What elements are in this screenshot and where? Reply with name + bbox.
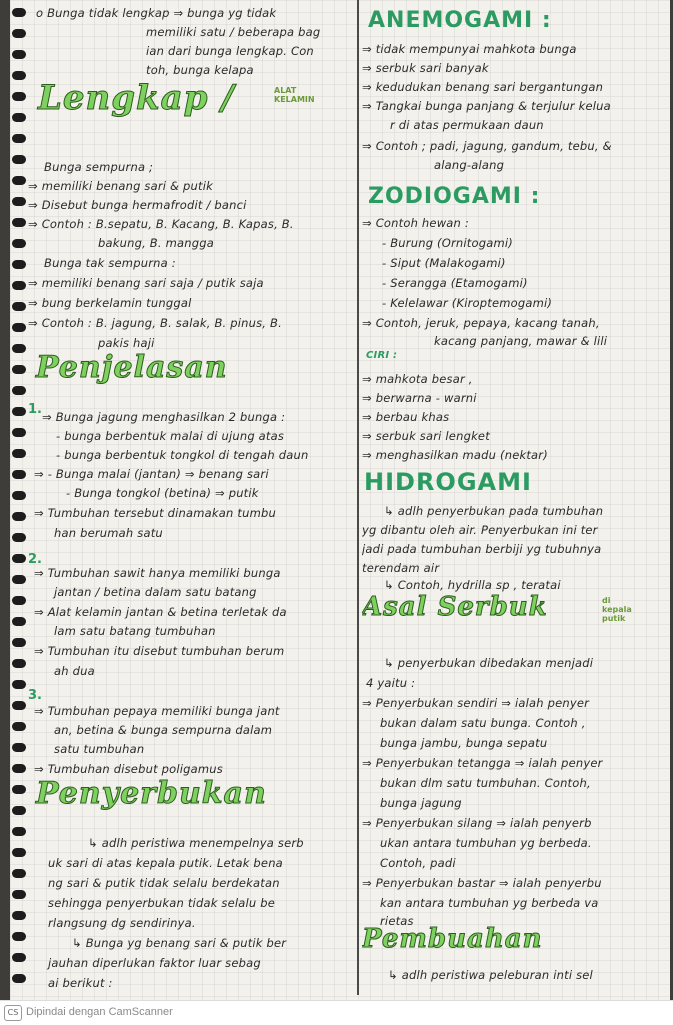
hidrogami-line: yg dibantu oleh air. Penyerbukan ini ter <box>362 523 598 537</box>
penjelasan-line: han berumah satu <box>54 526 163 540</box>
spiral-ring <box>12 428 26 437</box>
spiral-ring <box>12 638 26 647</box>
anemogami-line: ⇒ serbuk sari banyak <box>362 61 489 75</box>
heading-pembuahan: Pembuahan <box>362 924 543 954</box>
item-number: 3. <box>28 688 42 703</box>
penjelasan-line: ⇒ Bunga jagung menghasilkan 2 bunga : <box>42 410 286 424</box>
intro-line: toh, bunga kelapa <box>146 63 254 77</box>
heading-penjelasan: Penjelasan <box>36 350 228 385</box>
spiral-ring <box>12 554 26 563</box>
spiral-ring <box>12 449 26 458</box>
spiral-ring <box>12 386 26 395</box>
left-column <box>28 0 354 1000</box>
zoidiogami-line: - Siput (Malakogami) <box>382 256 506 270</box>
pembuahan-line: ↳ adlh peristiwa peleburan inti sel <box>388 968 593 982</box>
zoidiogami-line: - Serangga (Etamogami) <box>382 276 528 290</box>
ciri-line: ⇒ menghasilkan madu (nektar) <box>362 448 548 462</box>
spiral-ring <box>12 344 26 353</box>
heading-penyerbukan: Penyerbukan <box>36 776 267 811</box>
spiral-ring <box>12 806 26 815</box>
spiral-ring <box>12 722 26 731</box>
notebook-page <box>10 0 670 1000</box>
spiral-ring <box>12 512 26 521</box>
penjelasan-line: ⇒ Tumbuhan pepaya memiliki bunga jant <box>34 704 280 718</box>
ciri-line: ⇒ serbuk sari lengket <box>362 429 490 443</box>
lengkap-line: Bunga sempurna ; <box>44 160 154 174</box>
penjelasan-line: ⇒ - Bunga malai (jantan) ⇒ benang sari <box>34 467 269 481</box>
spiral-ring <box>12 365 26 374</box>
spiral-ring <box>12 764 26 773</box>
ciri-label: CIRI : <box>366 350 398 361</box>
spiral-ring <box>12 302 26 311</box>
lengkap-line: pakis haji <box>98 336 155 350</box>
heading-anemogami: ANEMOGAMI : <box>368 8 552 33</box>
spiral-ring <box>12 848 26 857</box>
penyerbukan-line: ↳ adlh peristiwa menempelnya serb <box>88 836 304 850</box>
ciri-line: ⇒ mahkota besar , <box>362 372 473 386</box>
spiral-ring <box>12 890 26 899</box>
spiral-ring <box>12 827 26 836</box>
spiral-ring <box>12 470 26 479</box>
heading-zoidiogami: ZODIOGAMI : <box>368 184 541 209</box>
intro-line: o Bunga tidak lengkap ⇒ bunga yg tidak <box>36 6 277 20</box>
spiral-ring <box>12 50 26 59</box>
penjelasan-line: satu tumbuhan <box>54 742 145 756</box>
spiral-ring <box>12 974 26 983</box>
asal-line: bunga jambu, bunga sepatu <box>380 736 548 750</box>
asal-line: ⇒ Penyerbukan tetangga ⇒ ialah penyer <box>362 756 603 770</box>
intro-line: ian dari bunga lengkap. Con <box>146 44 314 58</box>
spiral-ring <box>12 407 26 416</box>
spiral-ring <box>12 596 26 605</box>
penjelasan-line: ⇒ Tumbuhan tersebut dinamakan tumbu <box>34 506 276 520</box>
column-divider <box>357 0 359 995</box>
spiral-ring <box>12 869 26 878</box>
spiral-ring <box>12 932 26 941</box>
anemogami-line: ⇒ Contoh ; padi, jagung, gandum, tebu, & <box>362 139 612 153</box>
spiral-ring <box>12 113 26 122</box>
spiral-ring <box>12 197 26 206</box>
spiral-ring <box>12 155 26 164</box>
spiral-ring <box>12 701 26 710</box>
asal-line: ↳ penyerbukan dibedakan menjadi <box>384 656 594 670</box>
intro-line: memiliki satu / beberapa bag <box>146 25 321 39</box>
penjelasan-line: ah dua <box>54 664 95 678</box>
scanner-footer <box>0 1000 673 1025</box>
penjelasan-line: - bunga berbentuk malai di ujung atas <box>56 429 285 443</box>
spiral-ring <box>12 659 26 668</box>
penjelasan-line: ⇒ Alat kelamin jantan & betina terletak da <box>34 605 287 619</box>
penjelasan-line: lam satu batang tumbuhan <box>54 624 216 638</box>
asal-line: ⇒ Penyerbukan sendiri ⇒ ialah penyer <box>362 696 590 710</box>
camscanner-icon: CS <box>4 1005 22 1021</box>
spiral-ring <box>12 680 26 689</box>
zoidiogami-line: - Kelelawar (Kiroptemogami) <box>382 296 553 310</box>
penyerbukan-line: rlangsung dg sendirinya. <box>48 916 196 930</box>
spiral-ring <box>12 785 26 794</box>
spiral-ring <box>12 617 26 626</box>
item-number: 2. <box>28 552 42 567</box>
asal-line: bukan dalam satu bunga. Contoh , <box>380 716 586 730</box>
penjelasan-line: - bunga berbentuk tongkol di tengah daun <box>56 448 309 462</box>
lengkap-line: bakung, B. mangga <box>98 236 214 250</box>
asal-line: kan antara tumbuhan yg berbeda va <box>380 896 599 910</box>
anemogami-line: ⇒ kedudukan benang sari bergantungan <box>362 80 604 94</box>
zoidiogami-line: ⇒ Contoh, jeruk, pepaya, kacang tanah, <box>362 316 600 330</box>
spiral-ring <box>12 575 26 584</box>
penyerbukan-line: ↳ Bunga yg benang sari & putik ber <box>72 936 287 950</box>
asal-line: bukan dlm satu tumbuhan. Contoh, <box>380 776 591 790</box>
anemogami-line: ⇒ Tangkai bunga panjang & terjulur kelua <box>362 99 611 113</box>
penyerbukan-line: ng sari & putik tidak selalu berdekatan <box>48 876 280 890</box>
item-number: 1. <box>28 402 42 417</box>
zoidiogami-line: - Burung (Ornitogami) <box>382 236 513 250</box>
asal-line: rietas <box>380 914 414 928</box>
penjelasan-line: an, betina & bunga sempurna dalam <box>54 723 273 737</box>
asal-line: Contoh, padi <box>380 856 456 870</box>
spiral-ring <box>12 260 26 269</box>
ciri-line: ⇒ berwarna - warni <box>362 391 477 405</box>
spiral-ring <box>12 218 26 227</box>
lengkap-line: ⇒ Disebut bunga hermafrodit / banci <box>28 198 247 212</box>
spiral-ring <box>12 71 26 80</box>
hidrogami-line: ↳ Contoh, hydrilla sp , teratai <box>384 578 561 592</box>
anemogami-line: ⇒ tidak mempunyai mahkota bunga <box>362 42 577 56</box>
penyerbukan-line: jauhan diperlukan faktor luar sebag <box>48 956 261 970</box>
anemogami-line: r di atas permukaan daun <box>390 118 544 132</box>
spiral-ring <box>12 239 26 248</box>
spiral-ring <box>12 134 26 143</box>
penjelasan-line: - Bunga tongkol (betina) ⇒ putik <box>66 486 259 500</box>
heading-lengkap-side: ALAT KELAMIN <box>274 86 315 104</box>
heading-lengkap: Lengkap / <box>38 78 235 118</box>
lengkap-line: ⇒ Contoh : B.sepatu, B. Kacang, B. Kapas, B. <box>28 217 294 231</box>
spiral-ring <box>12 176 26 185</box>
hidrogami-line: ↳ adlh penyerbukan pada tumbuhan <box>384 504 604 518</box>
spiral-ring <box>12 323 26 332</box>
hidrogami-line: jadi pada tumbuhan berbiji yg tubuhnya <box>362 542 602 556</box>
asal-line: 4 yaitu : <box>366 676 416 690</box>
penyerbukan-line: uk sari di atas kepala putik. Letak bena <box>48 856 283 870</box>
asal-line: ⇒ Penyerbukan bastar ⇒ ialah penyerbu <box>362 876 602 890</box>
penjelasan-line: ⇒ Tumbuhan sawit hanya memiliki bunga <box>34 566 281 580</box>
asal-line: ⇒ Penyerbukan silang ⇒ ialah penyerb <box>362 816 592 830</box>
penjelasan-line: jantan / betina dalam satu batang <box>54 585 257 599</box>
spiral-ring <box>12 911 26 920</box>
spiral-ring <box>12 491 26 500</box>
asal-line: bunga jagung <box>380 796 462 810</box>
lengkap-line: ⇒ memiliki benang sari & putik <box>28 179 214 193</box>
spiral-ring <box>12 533 26 542</box>
scanner-caption: Dipindai dengan CamScanner <box>26 1006 173 1018</box>
anemogami-line: alang-alang <box>434 158 505 172</box>
zoidiogami-line: kacang panjang, mawar & lili <box>434 334 608 348</box>
ciri-line: ⇒ berbau khas <box>362 410 450 424</box>
penjelasan-line: ⇒ Tumbuhan disebut poligamus <box>34 762 223 776</box>
penjelasan-line: ⇒ Tumbuhan itu disebut tumbuhan berum <box>34 644 285 658</box>
penyerbukan-line: sehingga penyerbukan tidak selalu be <box>48 896 276 910</box>
spiral-ring <box>12 92 26 101</box>
hidrogami-line: terendam air <box>362 561 440 575</box>
asal-line: ukan antara tumbuhan yg berbeda. <box>380 836 592 850</box>
penyerbukan-line: ai berikut : <box>48 976 113 990</box>
spiral-ring <box>12 8 26 17</box>
lengkap-line: ⇒ bung berkelamin tunggal <box>28 296 192 310</box>
spiral-ring <box>12 29 26 38</box>
heading-asal-side: di kepala putik <box>602 596 632 623</box>
heading-hidrogami: HIDROGAMI <box>364 468 532 496</box>
zoidiogami-line: ⇒ Contoh hewan : <box>362 216 469 230</box>
spiral-ring <box>12 281 26 290</box>
spiral-ring <box>12 743 26 752</box>
right-column <box>362 0 673 1000</box>
heading-asal-serbuk: Asal Serbuk <box>362 592 548 622</box>
lengkap-line: ⇒ memiliki benang sari saja / putik saja <box>28 276 264 290</box>
spiral-ring <box>12 953 26 962</box>
lengkap-line: ⇒ Contoh : B. jagung, B. salak, B. pinus, B. <box>28 316 282 330</box>
lengkap-line: Bunga tak sempurna : <box>44 256 176 270</box>
